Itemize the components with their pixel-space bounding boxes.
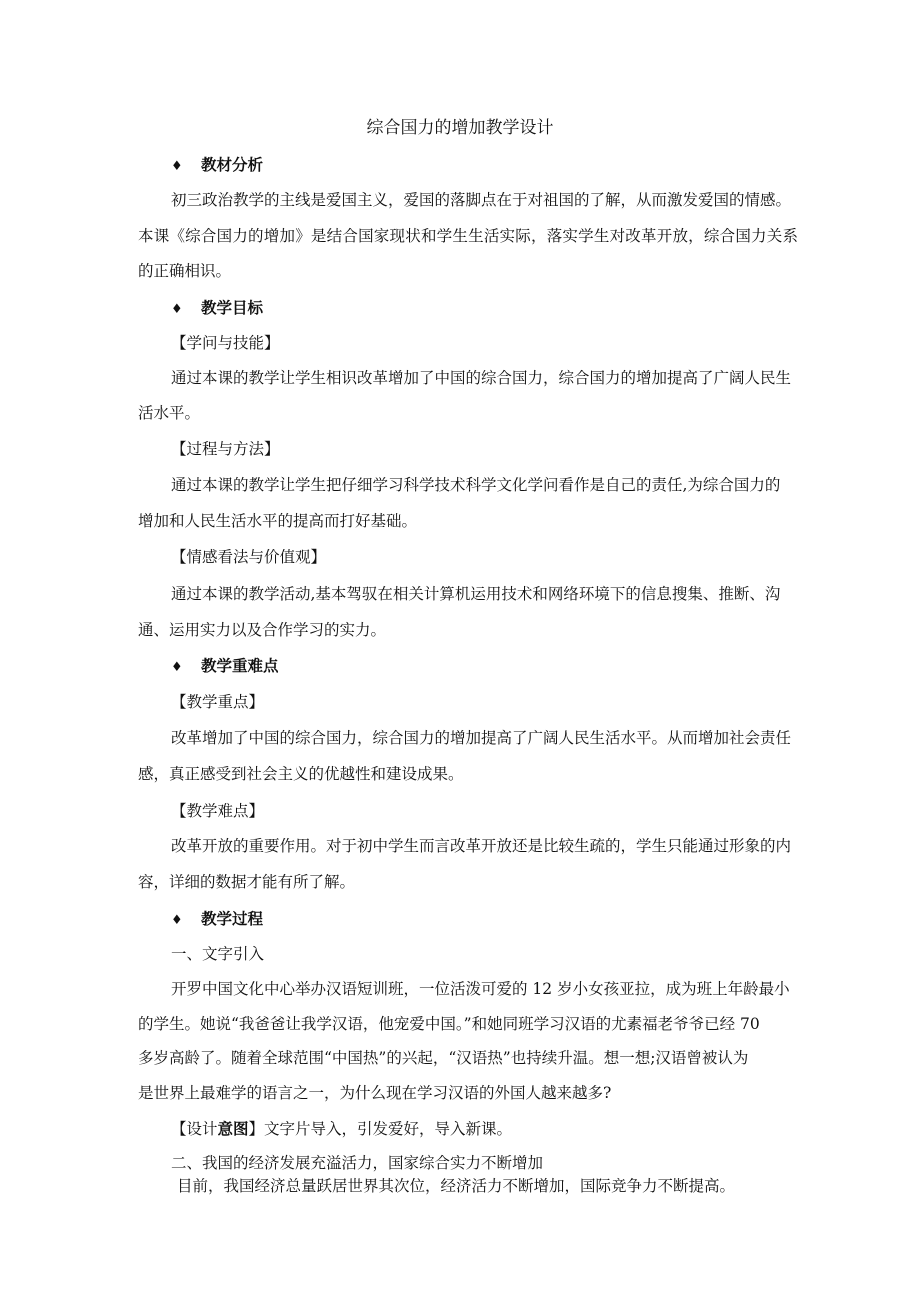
intent-label: 意图 <box>217 1119 249 1138</box>
subheading: 【教学重点】 <box>171 693 265 711</box>
diamond-bullet-icon: ♦ <box>171 159 183 174</box>
section-heading-process <box>171 909 263 931</box>
paragraph-line: 通过本课的教学让学生把仔细学习科学技术科学文化学问看作是自己的责任,为综合国力的 <box>171 476 781 494</box>
paragraph-line: 通、运用实力以及合作学习的实力。 <box>138 621 387 639</box>
paragraph-line: 感，真正感受到社会主义的优越性和建设成果。 <box>138 765 464 783</box>
subheading: 【过程与方法】 <box>171 440 280 458</box>
intent-bracket-open: 【设计 <box>171 1120 218 1138</box>
subheading: 【学问与技能】 <box>171 334 280 352</box>
design-intent-line <box>171 1119 798 1139</box>
document-title: 综合国力的增加教学设计 <box>366 118 554 138</box>
paragraph-line: 的正确相识。 <box>138 262 232 280</box>
paragraph-line: 增加和人民生活水平的提高而打好基础。 <box>138 512 418 530</box>
subheading: 【情感看法与价值观】 <box>171 548 327 566</box>
paragraph-line: 目前，我国经济总量跃居世界其次位，经济活力不断增加，国际竞争力不断提高。 <box>177 1177 736 1195</box>
paragraph-line: 通过本课的教学活动,基本驾驭在相关计算机运用技术和网络环境下的信息搜集、推断、沟 <box>171 585 781 603</box>
heading-text: 教学过程 <box>201 909 264 928</box>
paragraph-line: 通过本课的教学让学生相识改革增加了中国的综合国力，综合国力的增加提高了广阔人民生 <box>171 369 792 387</box>
intent-text: 文字片导入，引发爱好，导入新课。 <box>264 1120 513 1138</box>
paragraph-line: 本课《综合国力的增加》是结合国家现状和学生生活实际，落实学生对改革开放，综合国力关系 <box>138 227 798 245</box>
section-heading-key-points <box>171 656 279 678</box>
paragraph-line: 改革增加了中国的综合国力，综合国力的增加提高了广阔人民生活水平。从而增加社会责任 <box>171 729 792 747</box>
paragraph-line: 是世界上最难学的语言之一，为什么现在学习汉语的外国人越来越多? <box>138 1084 612 1102</box>
part-heading: 一、文字引入 <box>171 945 265 963</box>
heading-text: 教学重难点 <box>201 656 279 675</box>
paragraph-line: 初三政治教学的主线是爱国主义，爱国的落脚点在于对祖国的了解，从而激发爱国的情感。 <box>171 191 792 209</box>
section-heading-materials <box>171 155 263 177</box>
paragraph-line: 的学生。她说“我爸爸让我学汉语，他宠爱中国。”和她同班学习汉语的尤素福老爷爷已经 70 <box>138 1015 760 1033</box>
subheading: 【教学难点】 <box>171 802 265 820</box>
paragraph-line: 多岁高龄了。随着全球范围“中国热”的兴起，“汉语热”也持续升温。想一想;汉语曾被认为 <box>138 1049 749 1067</box>
intent-bracket-close: 】 <box>248 1120 265 1138</box>
section-heading-objectives <box>171 298 263 320</box>
part-heading: 二、我国的经济发展充溢活力，国家综合实力不断增加 <box>171 1154 544 1172</box>
diamond-bullet-icon: ♦ <box>171 302 183 317</box>
paragraph-line: 开罗中国文化中心举办汉语短训班，一位活泼可爱的 12 岁小女孩亚拉，成为班上年龄最小 <box>171 980 790 998</box>
diamond-bullet-icon: ♦ <box>171 913 183 928</box>
paragraph-line: 活水平。 <box>138 404 201 422</box>
diamond-bullet-icon: ♦ <box>171 660 183 675</box>
paragraph-line: 改革开放的重要作用。对于初中学生而言改革开放还是比较生疏的，学生只能通过形象的内 <box>171 837 792 855</box>
paragraph-line: 容，详细的数据才能有所了解。 <box>138 873 356 891</box>
heading-text: 教学目标 <box>201 298 264 317</box>
heading-text: 教材分析 <box>201 155 264 174</box>
